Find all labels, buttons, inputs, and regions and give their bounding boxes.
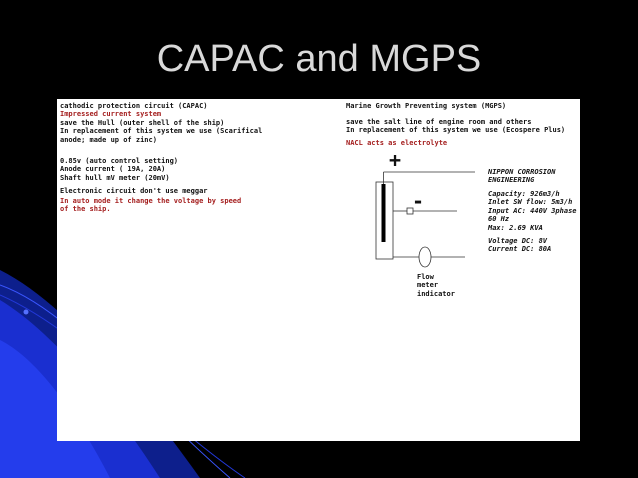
- spec-inlet-flow: Inlet SW flow: 5m3/h: [488, 198, 573, 207]
- anode-current-text: Anode current ( 19A, 20A): [60, 165, 166, 174]
- flow-label-1: Flow: [417, 273, 434, 281]
- minus-symbol: -: [412, 189, 425, 213]
- mgps-diagram: [57, 99, 580, 441]
- maker-name-1: NIPPON CORROSION: [488, 168, 556, 176]
- plus-symbol: +: [389, 148, 402, 172]
- auto-mode-text-cont: of the ship.: [60, 205, 111, 214]
- spec-current-dc: Current DC: 80A: [488, 245, 552, 254]
- spec-max: Max: 2.69 KVA: [488, 223, 543, 232]
- meggar-warning-text: Electronic circuit don't use meggar: [60, 187, 208, 195]
- voltage-setting-text: 0.85v (auto control setting): [60, 157, 179, 165]
- spec-capacity: Capacity: 926m3/h: [488, 190, 560, 198]
- slide-title: CAPAC and MGPS: [156, 38, 482, 80]
- salt-line-text: save the salt line of engine room and others: [346, 118, 532, 126]
- shaft-meter-text: Shaft hull mV meter (20mV): [60, 173, 170, 182]
- spec-voltage-dc: Voltage DC: 8V: [488, 237, 548, 245]
- replacement-text: In replacement of this system we use (Scarifical: [60, 127, 263, 136]
- content-panel: [57, 99, 580, 441]
- spec-input-ac: Input AC: 440V 3phase: [488, 206, 577, 215]
- mgps-heading: Marine Growth Preventing system (MGPS): [346, 102, 507, 110]
- anode-text: anode; made up of zinc): [60, 135, 157, 144]
- hull-text: save the Hull (outer shell of the ship): [60, 118, 225, 127]
- flow-label-2: meter: [417, 281, 439, 290]
- electrolyte-text: NACL acts as electrolyte: [346, 139, 448, 147]
- maker-name-2: ENGINEERING: [488, 176, 535, 185]
- anode-bar: [382, 184, 386, 242]
- impressed-current-text: Impressed current system: [60, 110, 162, 119]
- spec-frequency: 60 Hz: [488, 215, 510, 224]
- auto-mode-text: In auto mode it change the voltage by speed: [60, 197, 242, 205]
- flow-meter-icon: [419, 247, 431, 267]
- ecospere-text: In replacement of this system we use (Ecospere Plus): [346, 126, 566, 135]
- flow-label-3: indicator: [417, 289, 455, 298]
- capac-heading: cathodic protection circuit (CAPAC): [60, 102, 208, 110]
